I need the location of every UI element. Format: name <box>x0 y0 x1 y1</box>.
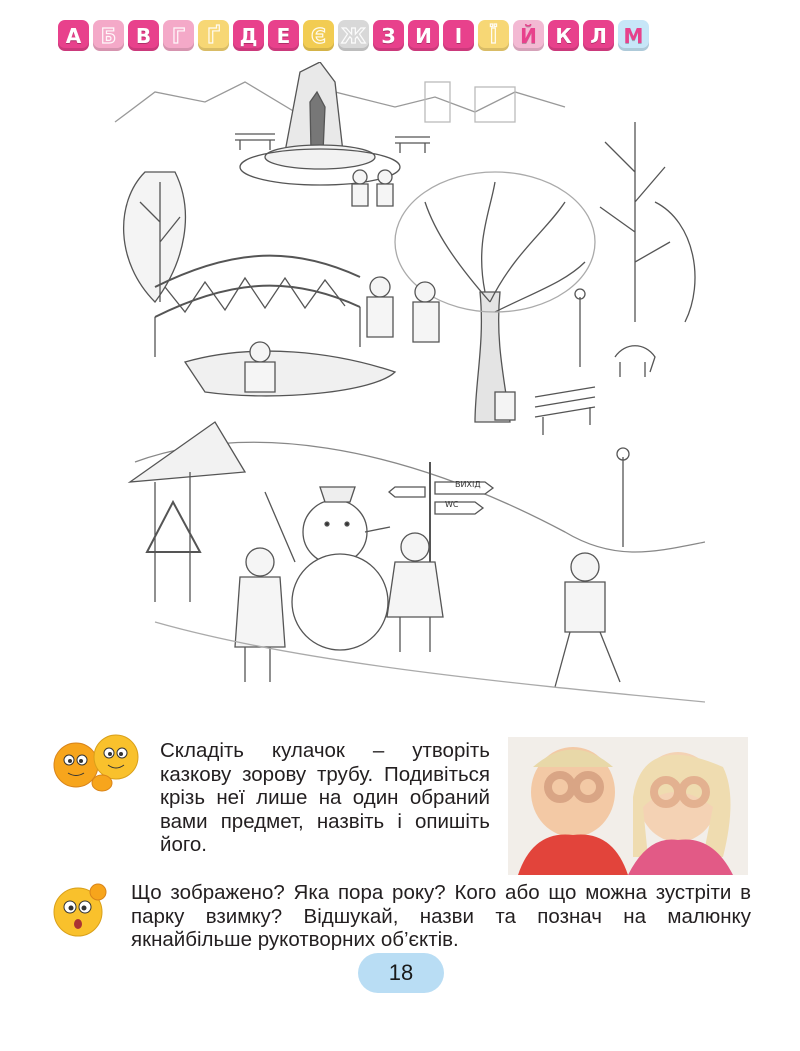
alphabet-tile <box>233 20 264 51</box>
alphabet-letter: М <box>623 23 644 48</box>
alphabet-letter: З <box>381 23 396 48</box>
winter-park-illustration <box>95 62 705 707</box>
alphabet-tile <box>163 20 194 51</box>
alphabet-strip <box>58 20 758 54</box>
alphabet-letter: И <box>415 23 432 48</box>
alphabet-letter: Е <box>276 23 291 48</box>
sign-wc: WC <box>445 500 459 509</box>
page-number-badge <box>358 953 444 993</box>
sign-exit: ВИХІД <box>455 480 481 489</box>
alphabet-letter: Є <box>311 23 326 48</box>
alphabet-tile <box>618 20 649 51</box>
alphabet-letter: І <box>454 23 463 48</box>
alphabet-letter: В <box>135 23 152 48</box>
children-photo <box>508 737 748 875</box>
alphabet-letter: Й <box>520 23 537 48</box>
alphabet-tile <box>58 20 89 51</box>
alphabet-letter: Ж <box>341 23 366 48</box>
alphabet-tile <box>443 20 474 51</box>
alphabet-tile <box>303 20 334 51</box>
alphabet-letter: Л <box>590 23 607 48</box>
alphabet-tile <box>128 20 159 51</box>
alphabet-tile <box>513 20 544 51</box>
alphabet-letter: Г <box>172 23 185 48</box>
thinking-face-icon <box>50 880 110 940</box>
page-number: 18 <box>388 960 414 985</box>
alphabet-letter: А <box>65 23 82 48</box>
alphabet-letter: Ґ <box>207 23 220 48</box>
alphabet-letter: Ї <box>489 23 498 48</box>
alphabet-tile <box>583 20 614 51</box>
alphabet-tile <box>373 20 404 51</box>
task-1-text: Складіть кулачок – утворіть казкову зорову трубу. Подивіться крізь неї лише на один обраний вами предмет, назвіть і опишіть його. <box>160 739 490 856</box>
alphabet-tile <box>93 20 124 51</box>
alphabet-tile <box>198 20 229 51</box>
alphabet-letter: Б <box>100 23 117 48</box>
alphabet-tile <box>268 20 299 51</box>
task-2-text: Що зображено? Яка пора року? Кого або що можна зустріти в парку взимку? Відшукай, назви та познач на малюнку якнайбільше рукотворних об’єктів. <box>131 881 751 951</box>
alphabet-letter: Д <box>239 23 258 48</box>
alphabet-letter: К <box>555 23 572 48</box>
alphabet-tile <box>478 20 509 51</box>
alphabet-tile <box>338 20 369 51</box>
alphabet-tile <box>548 20 579 51</box>
alphabet-tile <box>408 20 439 51</box>
two-smiley-faces-icon <box>50 733 145 795</box>
